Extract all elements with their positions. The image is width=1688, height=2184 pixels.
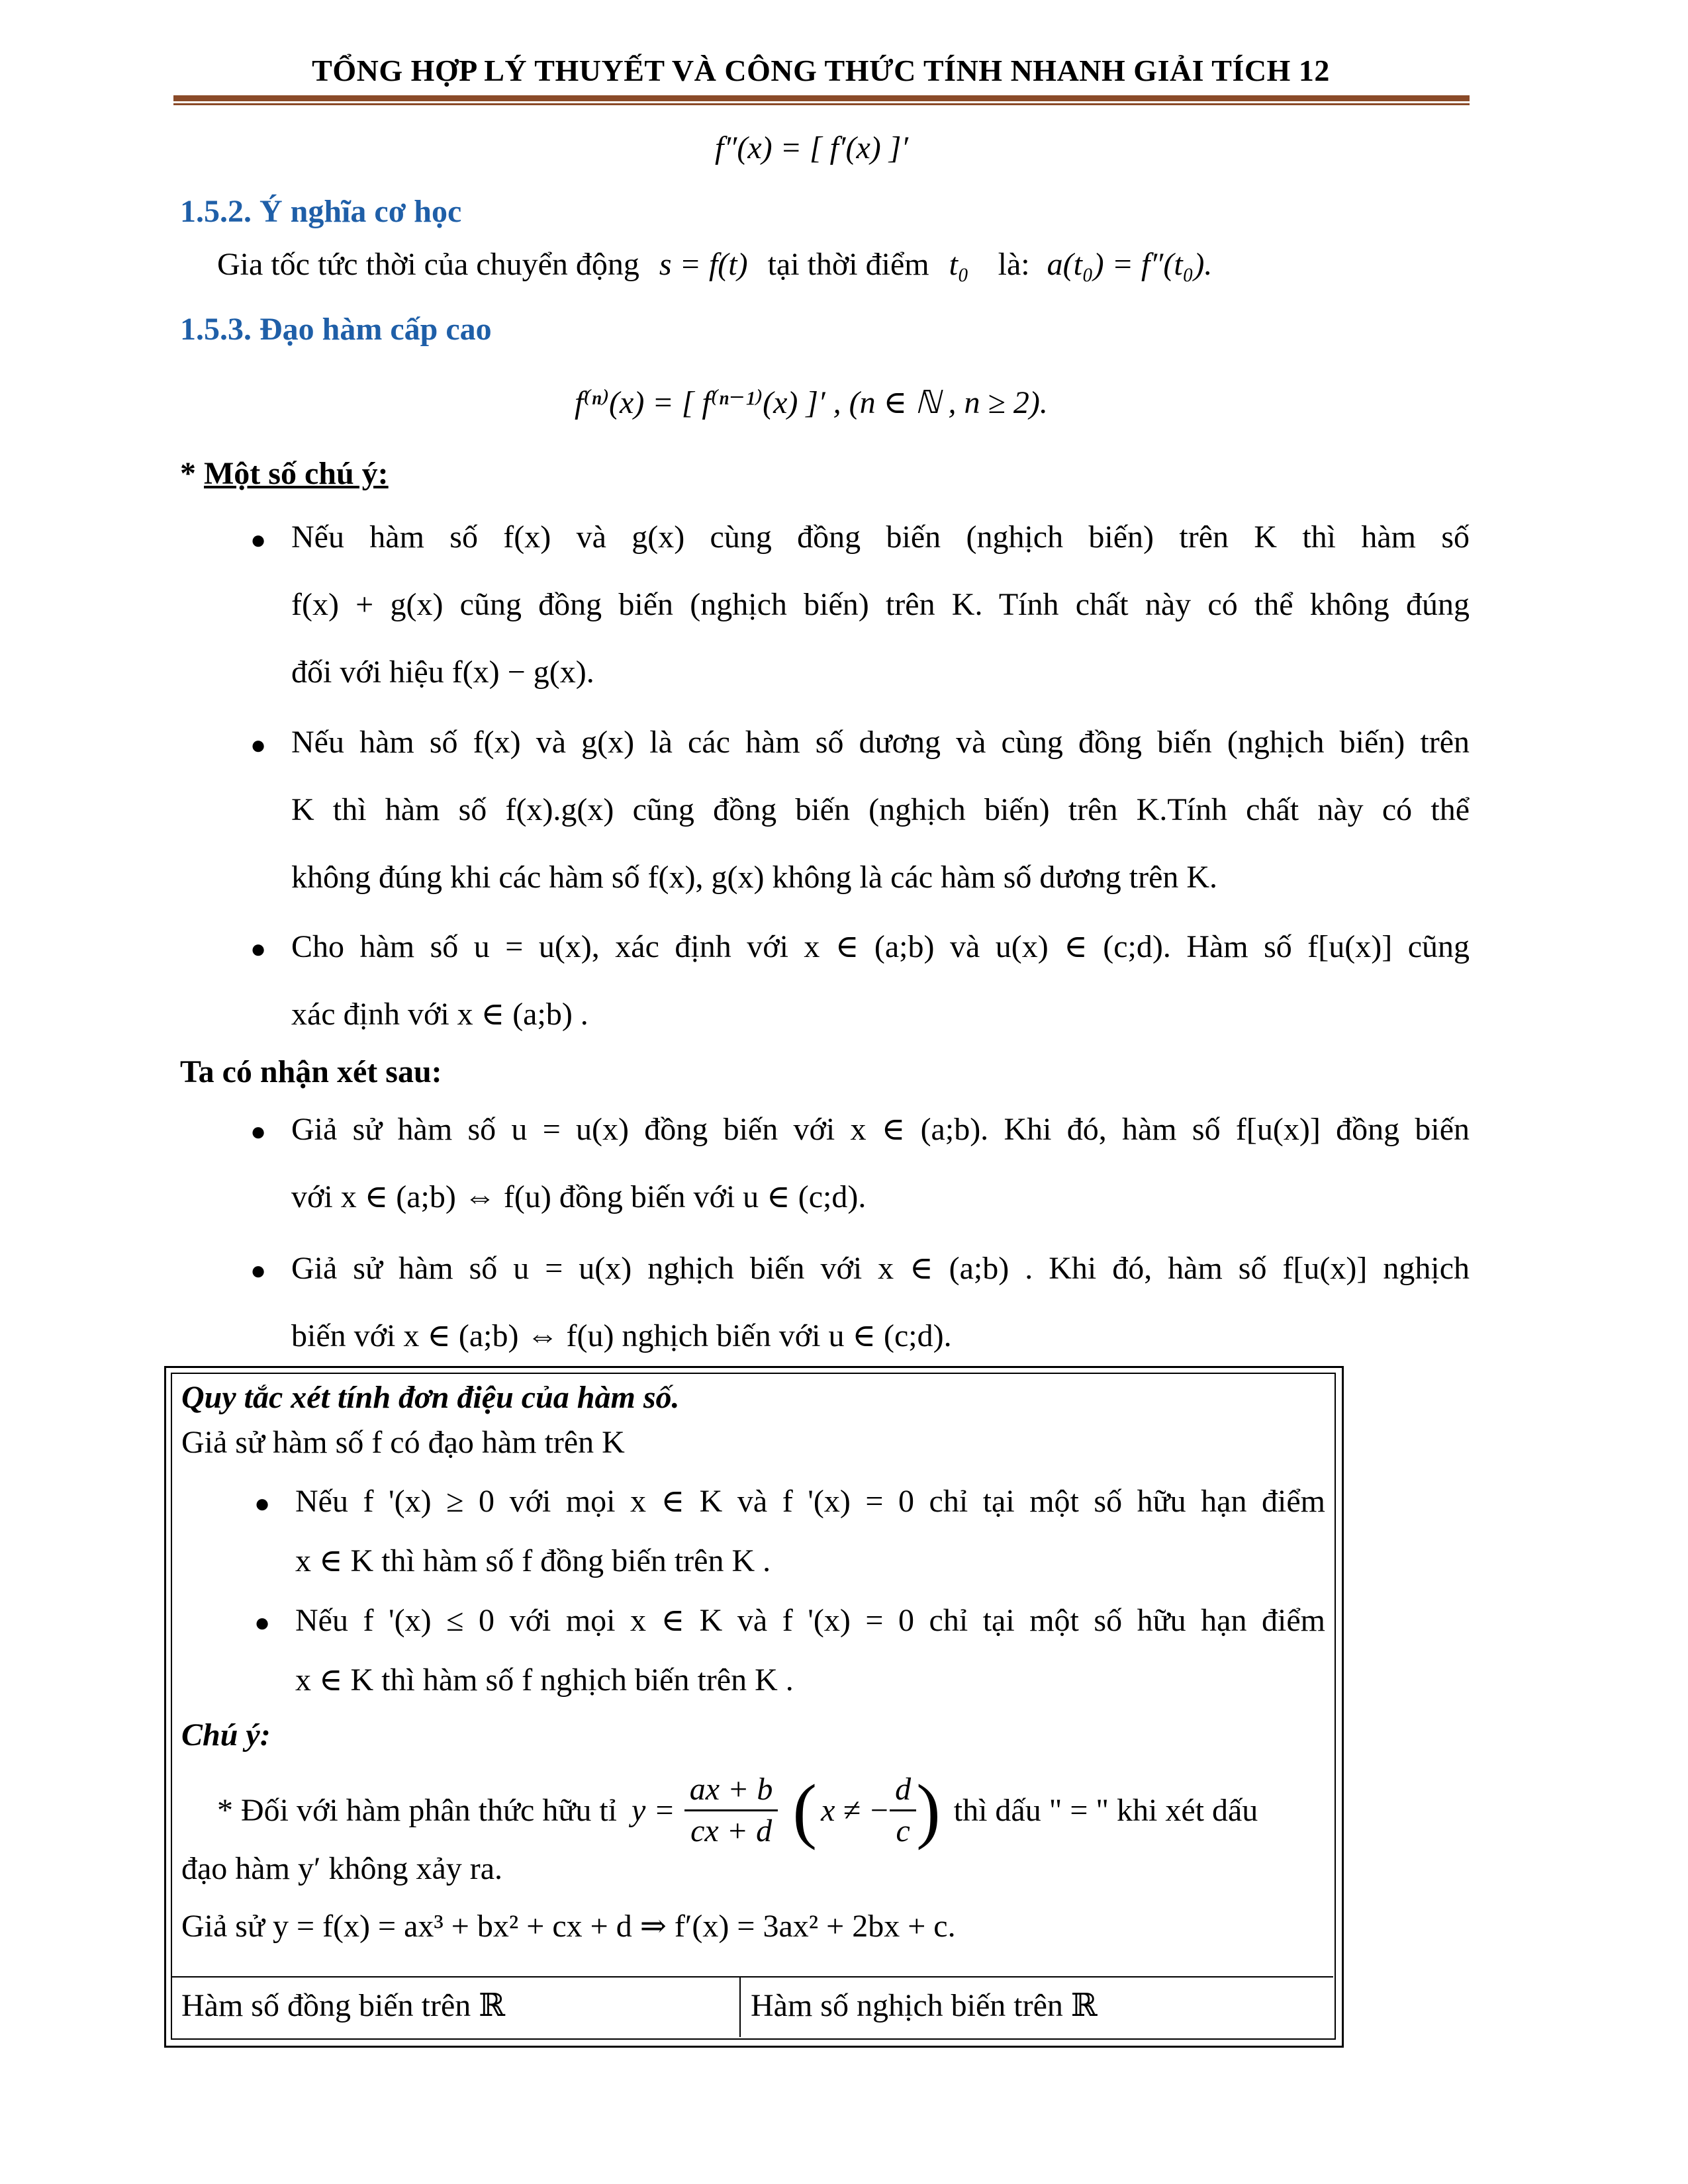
- math-motion: s = f(t): [659, 247, 748, 282]
- note-1-line-3: đối với hiệu f(x) − g(x).: [291, 655, 594, 690]
- note-2-line-2: K thì hàm số f(x).g(x) cũng đồng biến (nghịch biến) trên K.Tính chất này có thể: [291, 792, 1470, 827]
- table-top-rule: [171, 1976, 1333, 1978]
- text-part: là:: [998, 247, 1030, 282]
- bullet-dot: ●: [254, 1608, 271, 1637]
- box-cubic-formula: Giả sử y = f(x) = ax³ + bx² + cx + d ⇒ f′(x) = 3ax² + 2bx + c.: [181, 1909, 956, 1944]
- table-header-decreasing: Hàm số nghịch biến trên ℝ: [751, 1988, 1098, 2023]
- text-part: Gia tốc tức thời của chuyển động: [217, 247, 639, 282]
- section-heading-153: 1.5.3. Đạo hàm cấp cao: [180, 312, 492, 347]
- section-heading-152: 1.5.2. Ý nghĩa cơ học: [180, 194, 462, 229]
- math-time: t₀: [949, 247, 969, 282]
- remark-1-line-1: Giả sử hàm số u = u(x) đồng biến với x ∈ (a;b). Khi đó, hàm số f[u(x)] đồng biến: [291, 1112, 1470, 1147]
- remarks-title: Ta có nhận xét sau:: [180, 1054, 442, 1089]
- fraction-rational: [684, 1770, 778, 1851]
- note-y: y =: [632, 1792, 675, 1828]
- fraction-condition: [890, 1770, 916, 1851]
- note-2-line-3: không đúng khi các hàm số f(x), g(x) không là các hàm số dương trên K.: [291, 860, 1218, 895]
- notes-title-text: Một số chú ý:: [204, 456, 389, 491]
- box-note-rational: [217, 1760, 1329, 1860]
- table-header-increasing: Hàm số đồng biến trên ℝ: [181, 1988, 506, 2023]
- bullet-dot: ●: [250, 934, 267, 964]
- section-152-text: [217, 246, 1212, 283]
- remark-2-line-2: biến với x ∈ (a;b) ⇔ f(u) nghịch biến với u ∈ (c;d).: [291, 1318, 952, 1353]
- header-rule-thin: [173, 103, 1470, 105]
- paren-left: (: [792, 1769, 818, 1850]
- fraction-numerator: ax + b: [684, 1770, 778, 1811]
- box-note-line-2: đạo hàm y′ không xảy ra.: [181, 1851, 503, 1886]
- note-1-line-1: Nếu hàm số f(x) và g(x) cùng đồng biến (nghịch biến) trên K thì hàm số: [291, 520, 1470, 555]
- note-1-line-2: f(x) + g(x) cũng đồng biến (nghịch biến) trên K. Tính chất này có thể không đúng: [291, 587, 1470, 622]
- note-2-line-1: Nếu hàm số f(x) và g(x) là các hàm số dương và cùng đồng biến (nghịch biến) trên: [291, 725, 1470, 760]
- remark-2-line-1: Giả sử hàm số u = u(x) nghịch biến với x ∈ (a;b) . Khi đó, hàm số f[u(x)] nghịch: [291, 1251, 1470, 1286]
- bullet-dot: ●: [250, 730, 267, 760]
- bullet-dot: ●: [250, 1255, 267, 1285]
- fraction-denominator: cx + d: [690, 1813, 773, 1848]
- box-intro: Giả sử hàm số f có đạo hàm trên K: [181, 1425, 625, 1460]
- fraction-numerator: d: [890, 1770, 916, 1811]
- bullet-dot: ●: [254, 1488, 271, 1518]
- formula-second-derivative: f″(x) = [ f′(x) ]′: [715, 130, 908, 165]
- note-3-line-2: xác định với x ∈ (a;b) .: [291, 997, 588, 1032]
- paren-right: ): [916, 1769, 941, 1850]
- header-rule-thick: [173, 95, 1470, 101]
- asterisk: *: [180, 456, 204, 491]
- bullet-dot: ●: [250, 525, 267, 555]
- note-suffix: thì dấu " = " khi xét dấu: [953, 1792, 1258, 1828]
- notes-title: [180, 455, 389, 492]
- box-rule-1-line-1: Nếu f '(x) ≥ 0 với mọi x ∈ K và f '(x) = 0 chỉ tại một số hữu hạn điểm: [295, 1484, 1325, 1519]
- condition-prefix: x ≠ −: [821, 1792, 890, 1828]
- fraction-denominator: c: [896, 1813, 910, 1848]
- text-part: tại thời điểm: [767, 247, 929, 282]
- bullet-dot: ●: [250, 1116, 267, 1146]
- formula-higher-derivative: f⁽ⁿ⁾(x) = [ f⁽ⁿ⁻¹⁾(x) ]′ , (n ∈ ℕ , n ≥ 2).: [575, 385, 1048, 420]
- math-acceleration: a(t₀) = f″(t₀).: [1047, 247, 1213, 282]
- note-3-line-1: Cho hàm số u = u(x), xác định với x ∈ (a;b) và u(x) ∈ (c;d). Hàm số f[u(x)] cũng: [291, 929, 1470, 964]
- box-title: Quy tắc xét tính đơn điệu của hàm số.: [181, 1380, 680, 1415]
- remark-1-line-2: với x ∈ (a;b) ⇔ f(u) đồng biến với u ∈ (c;d).: [291, 1179, 867, 1214]
- box-rule-1-line-2: x ∈ K thì hàm số f đồng biến trên K .: [295, 1543, 771, 1578]
- box-note-title: Chú ý:: [181, 1717, 271, 1752]
- page-header-title: TỔNG HỢP LÝ THUYẾT VÀ CÔNG THỨC TÍNH NHANH GIẢI TÍCH 12: [312, 54, 1330, 87]
- table-column-divider: [739, 1976, 741, 2037]
- box-rule-2-line-2: x ∈ K thì hàm số f nghịch biến trên K .: [295, 1662, 794, 1698]
- box-rule-2-line-1: Nếu f '(x) ≤ 0 với mọi x ∈ K và f '(x) = 0 chỉ tại một số hữu hạn điểm: [295, 1603, 1325, 1638]
- note-prefix: * Đối với hàm phân thức hữu tỉ: [217, 1792, 618, 1828]
